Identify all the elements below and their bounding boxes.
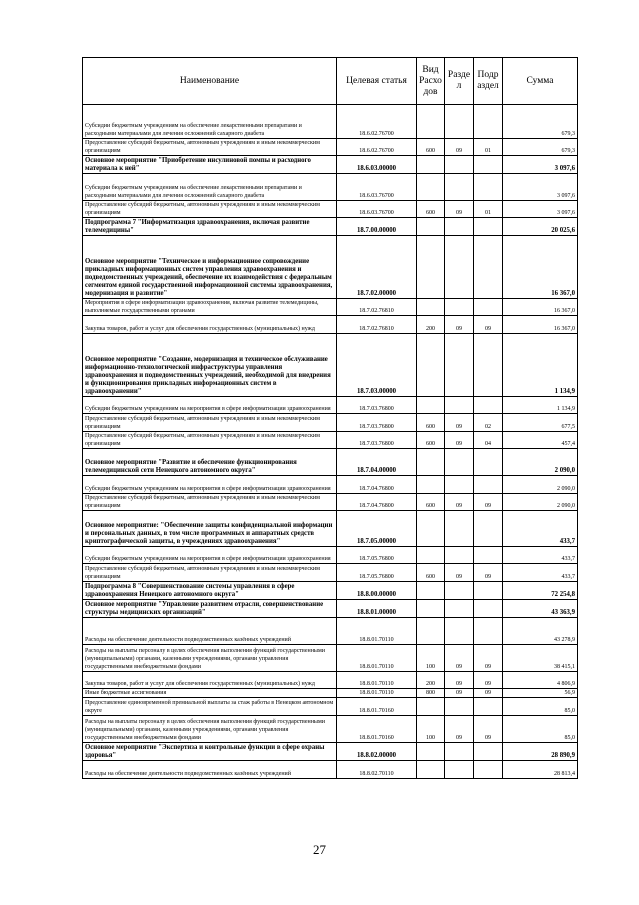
- row-section-cell: [445, 156, 474, 174]
- row-section-cell: 09: [445, 494, 474, 511]
- table-row: [83, 672, 578, 689]
- row-code-cell: 18.7.03.76800: [337, 432, 417, 449]
- row-section-cell: [445, 449, 474, 476]
- row-subsection-cell: [474, 156, 503, 174]
- table-row: [83, 564, 578, 582]
- row-type-cell: [417, 334, 445, 397]
- row-name-cell: Расходы на обеспечение деятельности подведомственных казённых учреждений: [83, 618, 337, 645]
- row-name-cell: Основное мероприятие "Техническое и информационное сопровождение прикладных информационных систем управления здравоохранения и подведомственных учреждений, обеспечение их взаимодействия с федеральным сегментом единой государственной информационной системы здравоохранения, модернизация и развитие": [83, 236, 337, 299]
- row-section-cell: [445, 236, 474, 299]
- table-row: [83, 334, 578, 397]
- row-sum-cell: 16 367,0: [503, 236, 578, 299]
- row-name-cell: Предоставление субсидий бюджетным, автономным учреждениям и иным некоммерческим организациям: [83, 414, 337, 432]
- row-name-cell: Предоставление субсидий бюджетным, автономным учреждениям и иным некоммерческим организациям: [83, 139, 337, 156]
- header-sum: Сумма: [503, 58, 578, 105]
- row-section-cell: 09: [445, 432, 474, 449]
- row-sum-cell: 28 813,4: [503, 761, 578, 779]
- row-type-cell: [417, 600, 445, 618]
- row-name-cell: Расходы на обеспечение деятельности подведомственных казённых учреждений: [83, 761, 337, 779]
- row-sum-cell: 43 278,9: [503, 618, 578, 645]
- table-row: [83, 299, 578, 316]
- row-section-cell: 09: [445, 316, 474, 334]
- table-row: [83, 494, 578, 511]
- row-code-cell: 18.7.02.76810: [337, 316, 417, 334]
- row-subsection-cell: [474, 299, 503, 316]
- table-row: [83, 582, 578, 600]
- row-subsection-cell: [474, 698, 503, 716]
- header-section: Разде л: [445, 58, 474, 105]
- row-subsection-cell: [474, 547, 503, 564]
- row-type-cell: 600: [417, 494, 445, 511]
- row-code-cell: 18.7.05.76800: [337, 547, 417, 564]
- row-subsection-cell: 04: [474, 432, 503, 449]
- row-section-cell: 09: [445, 689, 474, 698]
- row-code-cell: 18.8.01.70110: [337, 689, 417, 698]
- table-row: [83, 414, 578, 432]
- row-section-cell: 09: [445, 201, 474, 218]
- row-subsection-cell: [474, 743, 503, 761]
- row-type-cell: 600: [417, 564, 445, 582]
- row-section-cell: [445, 299, 474, 316]
- row-subsection-cell: [474, 105, 503, 139]
- row-code-cell: 18.6.03.00000: [337, 156, 417, 174]
- budget-table: [82, 57, 578, 779]
- row-sum-cell: 433,7: [503, 547, 578, 564]
- table-row: [83, 139, 578, 156]
- row-name-cell: Основное мероприятие "Экспертиза и контрольные функции в сфере охраны здоровья": [83, 743, 337, 761]
- row-type-cell: [417, 449, 445, 476]
- table-row: [83, 600, 578, 618]
- header-subsection: Подр аздел: [474, 58, 503, 105]
- row-code-cell: 18.7.05.76800: [337, 564, 417, 582]
- table-row: [83, 743, 578, 761]
- row-type-cell: 100: [417, 716, 445, 743]
- row-subsection-cell: [474, 600, 503, 618]
- row-name-cell: Субсидии бюджетным учреждениям на обеспечение лекарственными препаратами и расходными материалами для лечения осложнений сахарного диабета: [83, 174, 337, 201]
- row-code-cell: 18.7.04.76800: [337, 476, 417, 494]
- row-code-cell: 18.7.03.00000: [337, 334, 417, 397]
- table-row: [83, 236, 578, 299]
- row-sum-cell: 433,7: [503, 564, 578, 582]
- row-sum-cell: 3 097,6: [503, 174, 578, 201]
- row-sum-cell: 85,0: [503, 698, 578, 716]
- row-sum-cell: 16 367,0: [503, 316, 578, 334]
- row-subsection-cell: [474, 236, 503, 299]
- row-type-cell: [417, 174, 445, 201]
- row-code-cell: 18.7.04.76800: [337, 494, 417, 511]
- row-type-cell: 600: [417, 414, 445, 432]
- row-subsection-cell: 09: [474, 645, 503, 672]
- row-subsection-cell: [474, 449, 503, 476]
- row-section-cell: [445, 397, 474, 414]
- row-code-cell: 18.8.00.00000: [337, 582, 417, 600]
- row-name-cell: Субсидии бюджетным учреждениям на мероприятия в сфере информатизации здравоохранения: [83, 547, 337, 564]
- row-section-cell: [445, 334, 474, 397]
- row-sum-cell: 2 090,0: [503, 476, 578, 494]
- row-subsection-cell: 01: [474, 139, 503, 156]
- row-sum-cell: 4 806,9: [503, 672, 578, 689]
- header-type: Вид Расхо дов: [417, 58, 445, 105]
- row-code-cell: 18.8.01.70160: [337, 716, 417, 743]
- row-name-cell: Субсидии бюджетным учреждениям на обеспечение лекарственными препаратами и расходными материалами для лечения осложнений сахарного диабета: [83, 105, 337, 139]
- row-code-cell: 18.8.02.70110: [337, 761, 417, 779]
- table-row: [83, 397, 578, 414]
- table-row: [83, 618, 578, 645]
- row-name-cell: Подпрограмма 8 "Совершенствование системы управления в сфере здравоохранения Ненецкого автономного округа": [83, 582, 337, 600]
- row-subsection-cell: [474, 397, 503, 414]
- row-sum-cell: 72 254,8: [503, 582, 578, 600]
- row-name-cell: Мероприятия в сфере информатизации здравоохранения, включая развитие телемедицины, выполняемые государственными органами: [83, 299, 337, 316]
- row-name-cell: Основное мероприятие "Развитие и обеспечение функционирования телемедицинской сети Ненецкого автономного округа": [83, 449, 337, 476]
- row-name-cell: Субсидии бюджетным учреждениям на мероприятия в сфере информатизации здравоохранения: [83, 397, 337, 414]
- row-section-cell: [445, 698, 474, 716]
- row-name-cell: Расходы на выплаты персоналу в целях обеспечения выполнения функций государственными (муниципальными) органами, казенными учреждениями, органами управления государственными внебюджетными фондами: [83, 645, 337, 672]
- row-section-cell: [445, 618, 474, 645]
- row-subsection-cell: 09: [474, 316, 503, 334]
- row-subsection-cell: 09: [474, 689, 503, 698]
- row-sum-cell: 16 367,0: [503, 299, 578, 316]
- row-section-cell: [445, 218, 474, 236]
- header-name: Наименование: [83, 58, 337, 105]
- row-sum-cell: 433,7: [503, 511, 578, 547]
- row-section-cell: 09: [445, 139, 474, 156]
- row-code-cell: 18.8.01.00000: [337, 600, 417, 618]
- row-sum-cell: 56,9: [503, 689, 578, 698]
- row-name-cell: Субсидии бюджетным учреждениям на мероприятия в сфере информатизации здравоохранения: [83, 476, 337, 494]
- row-sum-cell: 1 134,9: [503, 334, 578, 397]
- row-code-cell: 18.8.01.70110: [337, 645, 417, 672]
- table-row: [83, 449, 578, 476]
- table-row: [83, 761, 578, 779]
- row-type-cell: [417, 511, 445, 547]
- row-section-cell: 09: [445, 414, 474, 432]
- row-section-cell: [445, 761, 474, 779]
- row-name-cell: Предоставление единовременной премиальной выплаты за стаж работы в Ненецком автономном округе: [83, 698, 337, 716]
- row-name-cell: Расходы на выплаты персоналу в целях обеспечения выполнения функций государственными (муниципальными) органами, казенными учреждениями, органами управления государственными внебюджетными фондами: [83, 716, 337, 743]
- row-name-cell: Закупка товаров, работ и услуг для обеспечения государственных (муниципальных) нужд: [83, 672, 337, 689]
- table-row: [83, 201, 578, 218]
- row-code-cell: 18.7.05.00000: [337, 511, 417, 547]
- row-type-cell: 200: [417, 672, 445, 689]
- table-row: [83, 476, 578, 494]
- row-section-cell: [445, 476, 474, 494]
- table-row: [83, 698, 578, 716]
- header-row: [83, 58, 578, 105]
- table-row: [83, 511, 578, 547]
- table-row: [83, 716, 578, 743]
- row-code-cell: 18.7.02.76810: [337, 299, 417, 316]
- table-row: [83, 316, 578, 334]
- row-code-cell: 18.8.01.70110: [337, 672, 417, 689]
- row-section-cell: [445, 511, 474, 547]
- table-row: [83, 174, 578, 201]
- row-type-cell: 200: [417, 316, 445, 334]
- row-subsection-cell: [474, 761, 503, 779]
- row-name-cell: Основное мероприятие "Управление развитием отрасли, совершенствование структуры медицинских организаций": [83, 600, 337, 618]
- row-code-cell: 18.8.02.00000: [337, 743, 417, 761]
- row-type-cell: 600: [417, 139, 445, 156]
- row-type-cell: [417, 218, 445, 236]
- row-sum-cell: 679,3: [503, 139, 578, 156]
- row-subsection-cell: [474, 174, 503, 201]
- row-name-cell: Предоставление субсидий бюджетным, автономным учреждениям и иным некоммерческим организациям: [83, 201, 337, 218]
- table-row: [83, 432, 578, 449]
- row-code-cell: 18.7.03.76800: [337, 414, 417, 432]
- row-name-cell: Основное мероприятие: "Обеспечение защиты конфиденциальной информации и персональных данных, в том числе программных и аппаратных средств криптографической защиты, в учреждениях здравоохранения": [83, 511, 337, 547]
- row-type-cell: 100: [417, 645, 445, 672]
- row-sum-cell: 3 097,6: [503, 156, 578, 174]
- row-code-cell: 18.8.01.70110: [337, 618, 417, 645]
- row-type-cell: [417, 698, 445, 716]
- row-subsection-cell: [474, 511, 503, 547]
- row-sum-cell: 38 415,1: [503, 645, 578, 672]
- row-sum-cell: 20 025,6: [503, 218, 578, 236]
- row-name-cell: Подпрограмма 7 "Информатизация здравоохранения, включая развитие телемедицины": [83, 218, 337, 236]
- row-type-cell: 600: [417, 432, 445, 449]
- row-code-cell: 18.6.03.76700: [337, 201, 417, 218]
- row-name-cell: Предоставление субсидий бюджетным, автономным учреждениям и иным некоммерческим организациям: [83, 564, 337, 582]
- row-name-cell: Предоставление субсидий бюджетным, автономным учреждениям и иным некоммерческим организациям: [83, 432, 337, 449]
- row-subsection-cell: 02: [474, 414, 503, 432]
- page-number: 27: [313, 842, 326, 857]
- table-row: [83, 645, 578, 672]
- row-subsection-cell: [474, 476, 503, 494]
- row-sum-cell: 28 890,9: [503, 743, 578, 761]
- row-name-cell: Иные бюджетные ассигнования: [83, 689, 337, 698]
- row-sum-cell: 43 363,9: [503, 600, 578, 618]
- table-row: [83, 105, 578, 139]
- header-target: Целевая статья: [337, 58, 417, 105]
- row-type-cell: [417, 743, 445, 761]
- row-code-cell: 18.6.02.76700: [337, 139, 417, 156]
- row-type-cell: 600: [417, 201, 445, 218]
- row-section-cell: 09: [445, 716, 474, 743]
- row-subsection-cell: 09: [474, 564, 503, 582]
- row-section-cell: [445, 743, 474, 761]
- row-subsection-cell: 09: [474, 716, 503, 743]
- row-type-cell: [417, 547, 445, 564]
- row-section-cell: [445, 547, 474, 564]
- row-section-cell: [445, 174, 474, 201]
- row-section-cell: [445, 600, 474, 618]
- row-subsection-cell: [474, 618, 503, 645]
- row-code-cell: 18.8.01.70160: [337, 698, 417, 716]
- table-row: [83, 547, 578, 564]
- row-type-cell: [417, 299, 445, 316]
- row-name-cell: Основное мероприятие "Приобретение инсулиновой помпы и расходного материала к ней": [83, 156, 337, 174]
- row-type-cell: 800: [417, 689, 445, 698]
- row-section-cell: [445, 105, 474, 139]
- row-code-cell: 18.7.00.00000: [337, 218, 417, 236]
- row-name-cell: Предоставление субсидий бюджетным, автономным учреждениям и иным некоммерческим организациям: [83, 494, 337, 511]
- row-code-cell: 18.7.03.76800: [337, 397, 417, 414]
- row-subsection-cell: [474, 582, 503, 600]
- row-section-cell: 09: [445, 672, 474, 689]
- row-section-cell: 09: [445, 645, 474, 672]
- row-sum-cell: 85,0: [503, 716, 578, 743]
- row-sum-cell: 677,5: [503, 414, 578, 432]
- row-code-cell: 18.7.02.00000: [337, 236, 417, 299]
- row-name-cell: Закупка товаров, работ и услуг для обеспечения государственных (муниципальных) нужд: [83, 316, 337, 334]
- row-subsection-cell: 09: [474, 494, 503, 511]
- row-subsection-cell: 09: [474, 672, 503, 689]
- row-type-cell: [417, 761, 445, 779]
- row-type-cell: [417, 582, 445, 600]
- row-sum-cell: 2 090,0: [503, 494, 578, 511]
- row-type-cell: [417, 105, 445, 139]
- row-sum-cell: 457,4: [503, 432, 578, 449]
- row-type-cell: [417, 236, 445, 299]
- row-subsection-cell: 01: [474, 201, 503, 218]
- row-sum-cell: 2 090,0: [503, 449, 578, 476]
- table-row: [83, 156, 578, 174]
- row-code-cell: 18.6.02.76700: [337, 105, 417, 139]
- table-row: [83, 218, 578, 236]
- row-type-cell: [417, 156, 445, 174]
- row-type-cell: [417, 476, 445, 494]
- row-sum-cell: 1 134,9: [503, 397, 578, 414]
- row-type-cell: [417, 397, 445, 414]
- row-subsection-cell: [474, 218, 503, 236]
- table-body: [83, 105, 578, 779]
- row-section-cell: 09: [445, 564, 474, 582]
- row-sum-cell: 679,3: [503, 105, 578, 139]
- row-section-cell: [445, 582, 474, 600]
- row-code-cell: 18.7.04.00000: [337, 449, 417, 476]
- row-sum-cell: 3 097,6: [503, 201, 578, 218]
- row-subsection-cell: [474, 334, 503, 397]
- table-row: [83, 689, 578, 698]
- row-type-cell: [417, 618, 445, 645]
- row-name-cell: Основное мероприятие "Создание, модернизация и техническое обслуживание информационно-технологической инфраструктуры управления здравоохранения и подведомственных учреждений, необходимой для внедрения и функционирования прикладных информационных систем в здравоохранении": [83, 334, 337, 397]
- row-code-cell: 18.6.03.76700: [337, 174, 417, 201]
